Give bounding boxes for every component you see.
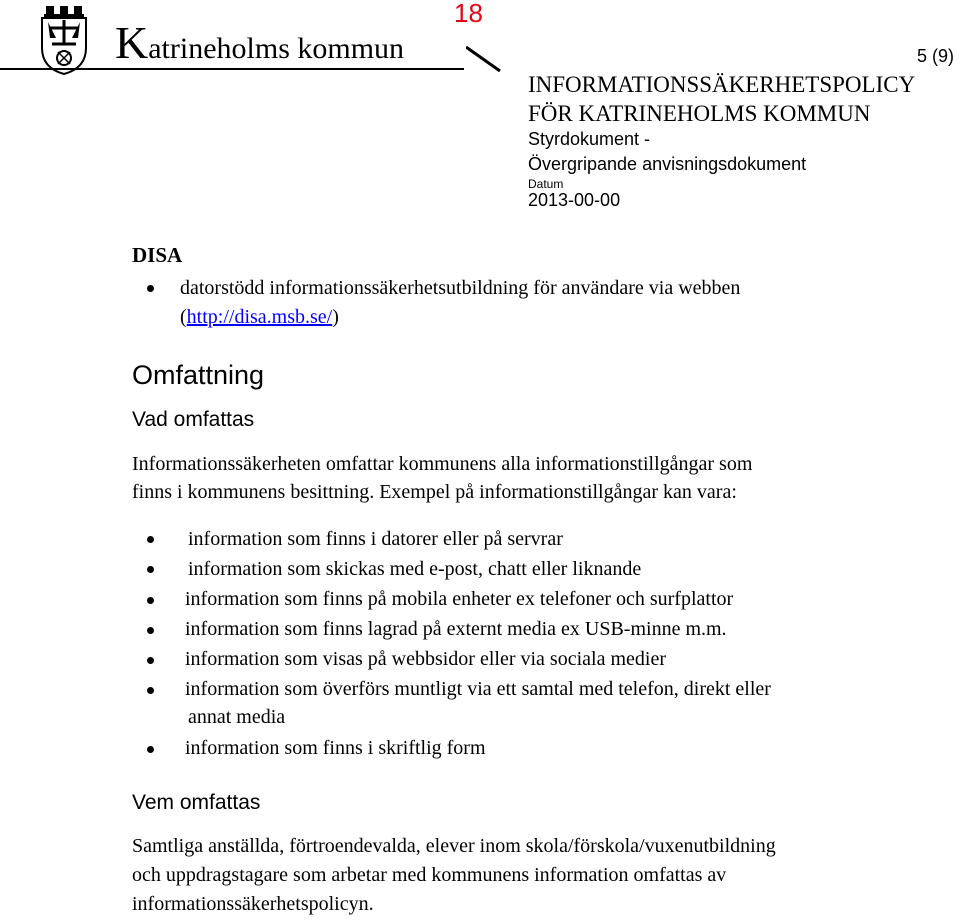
document-title	[528, 70, 915, 128]
paren-close: )	[332, 306, 339, 328]
document-title-line-1: INFORMATIONSSÄKERHETSPOLICY	[528, 72, 916, 97]
org-name-initial: K	[115, 17, 149, 68]
omfattning-paragraph-line-1: Informationssäkerheten omfattar kommunens alla informationstillgångar som	[132, 453, 753, 475]
omfattning-paragraph-line-2: finns i kommunens besittning. Exempel på informationstillgångar kan vara:	[132, 481, 737, 503]
list-item: information som visas på webbsidor eller via sociala medier	[185, 648, 666, 670]
list-item: information som finns i skriftlig form	[185, 737, 486, 759]
document-type	[528, 127, 806, 177]
date-label: Datum	[528, 177, 564, 191]
paren-open: (	[180, 306, 187, 328]
document-title-line-2: FÖR KATRINEHOLMS KOMMUN	[528, 101, 871, 126]
list-item-continuation: annat media	[188, 706, 286, 728]
list-item: information som finns på mobila enheter ex telefoner och surfplattor	[185, 588, 734, 610]
page-count: 5 (9)	[917, 46, 955, 66]
header-slash-decoration	[466, 45, 506, 73]
bullet-icon	[147, 597, 154, 604]
coat-of-arms-logo	[34, 4, 94, 76]
header-rule	[0, 68, 464, 70]
disa-link[interactable]: http://disa.msb.se/	[186, 306, 333, 328]
bullet-icon	[147, 627, 154, 634]
bullet-icon	[147, 285, 154, 292]
document-type-line-1: Styrdokument -	[528, 129, 651, 149]
bullet-icon	[147, 657, 154, 664]
org-name-rest: atrineholms kommun	[148, 32, 405, 65]
bullet-icon	[147, 746, 154, 753]
list-item: information som överförs muntligt via ett samtal med telefon, direkt eller	[185, 678, 771, 700]
document-type-line-2: Övergripande anvisningsdokument	[528, 154, 807, 174]
disa-bullet-text: datorstödd informationssäkerhetsutbildning för användare via webben	[180, 277, 741, 299]
vem-omfattas-heading: Vem omfattas	[132, 791, 261, 814]
list-item: information som skickas med e-post, chatt eller liknande	[188, 558, 642, 580]
vad-omfattas-heading: Vad omfattas	[132, 408, 255, 431]
bullet-icon	[147, 687, 154, 694]
vem-paragraph-line-1: Samtliga anställda, förtroendevalda, elever inom skola/förskola/vuxenutbildning	[132, 835, 776, 857]
bullet-icon	[147, 536, 154, 543]
vem-paragraph-line-2: och uppdragstagare som arbetar med kommunens information omfattas av	[132, 864, 727, 886]
list-item: information som finns lagrad på externt media ex USB-minne m.m.	[185, 618, 727, 640]
disa-link-line	[180, 303, 339, 331]
date-value: 2013-00-00	[528, 190, 621, 210]
omfattning-heading: Omfattning	[132, 360, 265, 390]
vem-paragraph-line-3: informationssäkerhetspolicyn.	[132, 893, 374, 915]
list-item: information som finns i datorer eller på servrar	[188, 528, 563, 550]
organization-name	[115, 17, 405, 68]
disa-heading: DISA	[132, 243, 183, 267]
page-top-number: 18	[454, 0, 483, 28]
bullet-icon	[147, 566, 154, 573]
